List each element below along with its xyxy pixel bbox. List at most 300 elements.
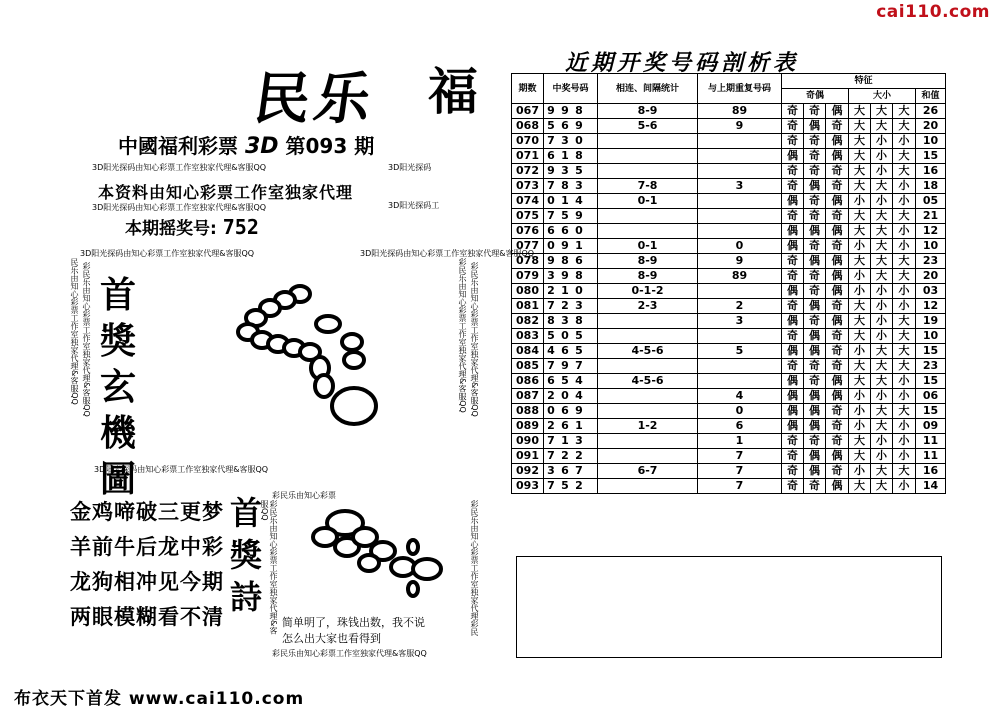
cell-sum: 14	[916, 479, 946, 494]
cell-big-small: 小	[849, 464, 871, 479]
cell-big-small: 小	[893, 284, 916, 299]
site-logo-text[interactable]: cai110.com	[876, 2, 990, 22]
cell-period: 093	[512, 479, 544, 494]
cell-odd-even: 偶	[826, 224, 849, 239]
number-digit: 1	[561, 284, 569, 297]
cell-sum: 11	[916, 449, 946, 464]
cell-odd-even: 偶	[804, 344, 826, 359]
number-digit: 9	[547, 104, 555, 117]
number-digit: 5	[561, 374, 569, 387]
number-digit: 4	[575, 374, 583, 387]
cell-odd-even: 偶	[782, 194, 804, 209]
number-digit: 9	[561, 239, 569, 252]
cell-period: 076	[512, 224, 544, 239]
cell-adjacent: 8-9	[598, 254, 698, 269]
cell-adjacent	[598, 314, 698, 329]
cell-big-small: 小	[871, 434, 893, 449]
watermark-line-1: 3D阳光探码由知心彩票工作室独家代理&客服QQ	[92, 163, 267, 172]
cell-number	[544, 374, 598, 389]
cell-odd-even: 奇	[826, 359, 849, 374]
number-digit: 8	[575, 104, 583, 117]
number-digit: 1	[575, 239, 583, 252]
cell-period: 073	[512, 179, 544, 194]
number-digit: 7	[547, 449, 555, 462]
poem-line-4: 两眼模糊看不清	[70, 604, 224, 629]
number-digit: 2	[561, 449, 569, 462]
cell-big-small: 大	[871, 239, 893, 254]
cell-sum: 15	[916, 344, 946, 359]
cell-number	[544, 134, 598, 149]
cell-odd-even: 奇	[782, 359, 804, 374]
cell-odd-even: 奇	[826, 464, 849, 479]
table-row	[512, 479, 946, 494]
cell-odd-even: 奇	[804, 149, 826, 164]
cell-adjacent: 8-9	[598, 104, 698, 119]
cell-big-small: 大	[849, 164, 871, 179]
cell-period: 085	[512, 359, 544, 374]
cell-odd-even: 偶	[782, 149, 804, 164]
cell-odd-even: 奇	[782, 464, 804, 479]
header-adjacent: 相连、间隔统计	[598, 74, 698, 104]
cell-big-small: 小	[871, 134, 893, 149]
table-row	[512, 449, 946, 464]
cell-big-small: 小	[849, 194, 871, 209]
brand-title: 民乐	[249, 66, 380, 132]
cell-number	[544, 464, 598, 479]
number-digit: 2	[547, 284, 555, 297]
cell-odd-even: 偶	[782, 374, 804, 389]
number-digit: 8	[547, 314, 555, 327]
cell-odd-even: 奇	[804, 479, 826, 494]
number-digit: 9	[547, 254, 555, 267]
cell-big-small: 大	[893, 119, 916, 134]
cell-repeat	[698, 284, 782, 299]
cell-big-small: 大	[849, 329, 871, 344]
table-row	[512, 374, 946, 389]
watermark-vertical-left-2: 彩民乐由知心彩票工作室独家代理&客服QQ	[82, 262, 91, 417]
cell-big-small: 大	[893, 164, 916, 179]
xuanji-char-4: 機	[100, 412, 137, 454]
cell-odd-even: 奇	[826, 239, 849, 254]
cell-sum: 21	[916, 209, 946, 224]
notice-text: 本资料由知心彩票工作室独家代理	[98, 183, 354, 202]
cell-big-small: 大	[849, 134, 871, 149]
cell-big-small: 大	[871, 119, 893, 134]
cell-repeat: 3	[698, 179, 782, 194]
cell-adjacent: 1-2	[598, 419, 698, 434]
header-number: 中奖号码	[544, 74, 598, 104]
cell-number	[544, 434, 598, 449]
table-row	[512, 389, 946, 404]
number-digit: 6	[547, 374, 555, 387]
cell-big-small: 小	[871, 299, 893, 314]
issue-prefix: 中國福利彩票	[118, 134, 238, 158]
cell-sum: 05	[916, 194, 946, 209]
cell-odd-even: 奇	[804, 209, 826, 224]
cell-big-small: 小	[893, 434, 916, 449]
cell-big-small: 大	[871, 419, 893, 434]
cell-adjacent	[598, 149, 698, 164]
cell-big-small: 小	[849, 404, 871, 419]
cell-odd-even: 奇	[804, 374, 826, 389]
cell-big-small: 大	[893, 254, 916, 269]
number-digit: 6	[561, 404, 569, 417]
table-row	[512, 344, 946, 359]
cell-big-small: 大	[893, 149, 916, 164]
note-line-2: 怎么出大家也看得到	[282, 632, 381, 645]
cell-number	[544, 104, 598, 119]
xuanji-char-1: 首	[100, 274, 137, 316]
cell-adjacent: 0-1	[598, 239, 698, 254]
cell-number	[544, 419, 598, 434]
number-digit: 4	[547, 344, 555, 357]
table-row	[512, 134, 946, 149]
cell-sum: 16	[916, 164, 946, 179]
cell-odd-even: 奇	[782, 104, 804, 119]
cell-big-small: 小	[849, 239, 871, 254]
cell-period: 089	[512, 419, 544, 434]
cell-number	[544, 269, 598, 284]
cell-number	[544, 149, 598, 164]
watermark-side-2: 3D阳光探码工	[388, 201, 440, 210]
cell-odd-even: 偶	[804, 179, 826, 194]
cell-big-small: 大	[871, 254, 893, 269]
cell-odd-even: 偶	[826, 374, 849, 389]
table-row	[512, 284, 946, 299]
table-row	[512, 179, 946, 194]
cell-odd-even: 偶	[826, 479, 849, 494]
cell-big-small: 大	[871, 344, 893, 359]
cell-adjacent	[598, 209, 698, 224]
cell-period: 091	[512, 449, 544, 464]
cell-odd-even: 奇	[782, 479, 804, 494]
number-digit: 5	[547, 329, 555, 342]
cell-odd-even: 偶	[826, 269, 849, 284]
cell-odd-even: 偶	[782, 389, 804, 404]
number-digit: 7	[547, 479, 555, 492]
cell-sum: 12	[916, 299, 946, 314]
cell-adjacent	[598, 449, 698, 464]
cell-odd-even: 偶	[782, 314, 804, 329]
cell-odd-even: 偶	[826, 194, 849, 209]
number-digit: 5	[561, 209, 569, 222]
cell-adjacent: 6-7	[598, 464, 698, 479]
cell-big-small: 小	[893, 419, 916, 434]
cell-big-small: 小	[871, 164, 893, 179]
cell-odd-even: 奇	[804, 164, 826, 179]
cell-odd-even: 偶	[782, 239, 804, 254]
cell-odd-even: 奇	[804, 359, 826, 374]
cell-big-small: 大	[871, 224, 893, 239]
table-body	[512, 104, 946, 494]
cell-big-small: 大	[849, 179, 871, 194]
cell-repeat: 7	[698, 464, 782, 479]
number-digit: 8	[575, 269, 583, 282]
issue-title	[118, 130, 374, 159]
watermark-vertical-right-1: 彩民乐由知心彩票工作室独家代理&客服QQ	[458, 258, 467, 413]
number-digit: 6	[561, 224, 569, 237]
cell-big-small: 小	[849, 419, 871, 434]
coin-chain-illustration	[230, 280, 390, 430]
number-digit: 5	[547, 119, 555, 132]
cell-period: 088	[512, 404, 544, 419]
shi-char-3: 詩	[230, 578, 263, 616]
cell-odd-even: 偶	[826, 389, 849, 404]
table-row	[512, 329, 946, 344]
cell-repeat	[698, 164, 782, 179]
cell-period: 087	[512, 389, 544, 404]
cell-odd-even: 偶	[826, 254, 849, 269]
cell-number	[544, 164, 598, 179]
cell-big-small: 小	[893, 239, 916, 254]
cell-period: 081	[512, 299, 544, 314]
cell-odd-even: 奇	[782, 449, 804, 464]
cell-big-small: 小	[893, 374, 916, 389]
cell-repeat: 9	[698, 254, 782, 269]
xuanji-char-3: 玄	[100, 366, 137, 408]
cell-odd-even: 奇	[804, 239, 826, 254]
table-row	[512, 269, 946, 284]
cell-repeat: 7	[698, 449, 782, 464]
cell-period: 082	[512, 314, 544, 329]
cell-big-small: 大	[849, 209, 871, 224]
cell-repeat: 89	[698, 104, 782, 119]
draw-result	[125, 214, 259, 239]
cell-odd-even: 奇	[804, 314, 826, 329]
cell-odd-even: 偶	[804, 254, 826, 269]
cell-sum: 23	[916, 359, 946, 374]
table-title: 近期开奖号码剖析表	[565, 50, 800, 76]
number-digit: 2	[561, 299, 569, 312]
shi-char-1: 首	[230, 494, 263, 532]
cell-odd-even: 偶	[782, 404, 804, 419]
cell-period: 074	[512, 194, 544, 209]
cell-big-small: 大	[849, 314, 871, 329]
header-period: 期数	[512, 74, 544, 104]
cell-adjacent	[598, 134, 698, 149]
cell-odd-even: 偶	[782, 224, 804, 239]
cell-adjacent: 5-6	[598, 119, 698, 134]
note-line-1: 简单明了，珠钱出数，我不说	[282, 616, 425, 629]
number-digit: 0	[575, 284, 583, 297]
cell-big-small: 小	[849, 284, 871, 299]
table-row	[512, 359, 946, 374]
cell-odd-even: 奇	[782, 254, 804, 269]
cell-repeat: 9	[698, 119, 782, 134]
number-digit: 7	[575, 359, 583, 372]
number-digit: 1	[575, 419, 583, 432]
number-digit: 6	[547, 224, 555, 237]
number-digit: 0	[547, 194, 555, 207]
cell-number	[544, 359, 598, 374]
cell-odd-even: 奇	[804, 134, 826, 149]
cell-big-small: 小	[871, 149, 893, 164]
footer-text[interactable]: 布衣天下首发 www.cai110.com	[14, 689, 305, 709]
cell-big-small: 小	[893, 299, 916, 314]
cell-big-small: 大	[871, 374, 893, 389]
cell-big-small: 大	[893, 344, 916, 359]
number-digit: 2	[575, 479, 583, 492]
cell-number	[544, 344, 598, 359]
coin-cluster-illustration	[295, 505, 465, 605]
cell-odd-even: 偶	[826, 149, 849, 164]
cell-sum: 10	[916, 329, 946, 344]
cell-odd-even: 奇	[826, 344, 849, 359]
number-digit: 6	[561, 464, 569, 477]
number-digit: 4	[575, 194, 583, 207]
cell-sum: 10	[916, 239, 946, 254]
number-digit: 3	[575, 299, 583, 312]
number-digit: 9	[561, 104, 569, 117]
table-row	[512, 209, 946, 224]
watermark-vertical-right-2: 彩民乐由知心彩票工作室独家代理&客服QQ	[470, 262, 479, 417]
cell-odd-even: 偶	[804, 404, 826, 419]
cell-adjacent	[598, 404, 698, 419]
cell-big-small: 大	[871, 269, 893, 284]
watermark-line-5: 3D阳光探码由知心彩票工作室独家代理&客服QQ	[94, 465, 269, 474]
number-digit: 9	[575, 209, 583, 222]
poem-line-2: 羊前牛后龙中彩	[70, 534, 224, 559]
watermark-line-2: 3D阳光探码由知心彩票工作室独家代理&客服QQ	[92, 203, 267, 212]
number-digit: 5	[575, 164, 583, 177]
cell-period: 092	[512, 464, 544, 479]
watermark-line-7: 彩民乐由知心彩票工作室独家代理&客服QQ	[272, 649, 427, 658]
empty-note-box	[516, 556, 942, 658]
cell-repeat: 89	[698, 269, 782, 284]
cell-period: 090	[512, 434, 544, 449]
number-digit: 0	[547, 404, 555, 417]
table-row	[512, 239, 946, 254]
cell-odd-even: 奇	[782, 179, 804, 194]
issue-game: 3D	[244, 134, 279, 159]
cell-big-small: 小	[893, 179, 916, 194]
number-digit: 6	[561, 419, 569, 432]
shi-char-2: 獎	[230, 536, 263, 574]
cell-period: 080	[512, 284, 544, 299]
cell-odd-even: 奇	[782, 329, 804, 344]
cell-sum: 15	[916, 149, 946, 164]
cell-big-small: 小	[871, 194, 893, 209]
number-digit: 0	[575, 224, 583, 237]
cell-big-small: 小	[893, 134, 916, 149]
watermark-line-6: 彩民乐由知心彩票	[272, 491, 336, 500]
number-digit: 6	[561, 344, 569, 357]
cell-adjacent	[598, 164, 698, 179]
cell-number	[544, 119, 598, 134]
cell-odd-even: 偶	[804, 329, 826, 344]
number-digit: 6	[575, 254, 583, 267]
cell-sum: 15	[916, 404, 946, 419]
cell-number	[544, 314, 598, 329]
table-row	[512, 299, 946, 314]
cell-adjacent	[598, 389, 698, 404]
cell-repeat	[698, 149, 782, 164]
cell-big-small: 小	[871, 329, 893, 344]
cell-repeat: 3	[698, 314, 782, 329]
cell-sum: 26	[916, 104, 946, 119]
table-row	[512, 404, 946, 419]
cell-number	[544, 254, 598, 269]
number-digit: 8	[575, 149, 583, 162]
cell-big-small: 大	[849, 224, 871, 239]
cell-repeat	[698, 224, 782, 239]
cell-odd-even: 偶	[826, 134, 849, 149]
issue-number: 第093 期	[285, 134, 375, 158]
table-row	[512, 194, 946, 209]
number-digit: 2	[547, 419, 555, 432]
number-digit: 7	[547, 434, 555, 447]
cell-sum: 19	[916, 314, 946, 329]
cell-adjacent: 0-1	[598, 194, 698, 209]
cell-odd-even: 奇	[782, 299, 804, 314]
number-digit: 3	[575, 434, 583, 447]
cell-odd-even: 偶	[826, 314, 849, 329]
number-digit: 8	[561, 254, 569, 267]
cell-repeat	[698, 209, 782, 224]
watermark-vertical-poem-1: 彩民乐由知心彩票工作室独家代理&客服QQ	[260, 500, 278, 635]
cell-period: 077	[512, 239, 544, 254]
table-row	[512, 149, 946, 164]
cell-sum: 03	[916, 284, 946, 299]
cell-period: 078	[512, 254, 544, 269]
table-row	[512, 164, 946, 179]
cell-sum: 15	[916, 374, 946, 389]
table-row	[512, 314, 946, 329]
number-digit: 0	[561, 389, 569, 402]
number-digit: 3	[561, 164, 569, 177]
cell-odd-even: 偶	[782, 284, 804, 299]
cell-big-small: 大	[893, 404, 916, 419]
cell-odd-even: 偶	[804, 224, 826, 239]
cell-period: 067	[512, 104, 544, 119]
cell-big-small: 大	[849, 104, 871, 119]
cell-repeat	[698, 134, 782, 149]
cell-adjacent: 8-9	[598, 269, 698, 284]
cell-big-small: 大	[849, 479, 871, 494]
cell-adjacent: 4-5-6	[598, 344, 698, 359]
number-digit: 2	[575, 449, 583, 462]
number-digit: 5	[575, 329, 583, 342]
cell-sum: 20	[916, 119, 946, 134]
number-digit: 9	[575, 404, 583, 417]
cell-big-small: 小	[849, 344, 871, 359]
header-sum: 和值	[916, 89, 946, 104]
poem-line-3: 龙狗相冲见今期	[70, 569, 224, 594]
cell-period: 068	[512, 119, 544, 134]
cell-odd-even: 奇	[804, 269, 826, 284]
table-row	[512, 254, 946, 269]
cell-adjacent	[598, 224, 698, 239]
cell-odd-even: 偶	[804, 389, 826, 404]
number-digit: 7	[547, 359, 555, 372]
cell-odd-even: 奇	[804, 284, 826, 299]
cell-adjacent: 2-3	[598, 299, 698, 314]
watermark-vertical-left-1: 民乐由知心彩票工作室独家代理&客服QQ	[70, 258, 79, 405]
number-digit: 1	[561, 194, 569, 207]
cell-sum: 12	[916, 224, 946, 239]
cell-big-small: 小	[893, 389, 916, 404]
cell-repeat: 0	[698, 239, 782, 254]
number-digit: 7	[547, 299, 555, 312]
cell-number	[544, 449, 598, 464]
cell-period: 072	[512, 164, 544, 179]
watermark-side-1: 3D阳光探码	[388, 163, 432, 172]
cell-repeat: 6	[698, 419, 782, 434]
cell-period: 086	[512, 374, 544, 389]
watermark-line-4: 3D阳光探码由知心彩票工作室独家代理&客服QQ	[360, 249, 535, 258]
header-odd-even: 奇偶	[782, 89, 849, 104]
cell-number	[544, 284, 598, 299]
